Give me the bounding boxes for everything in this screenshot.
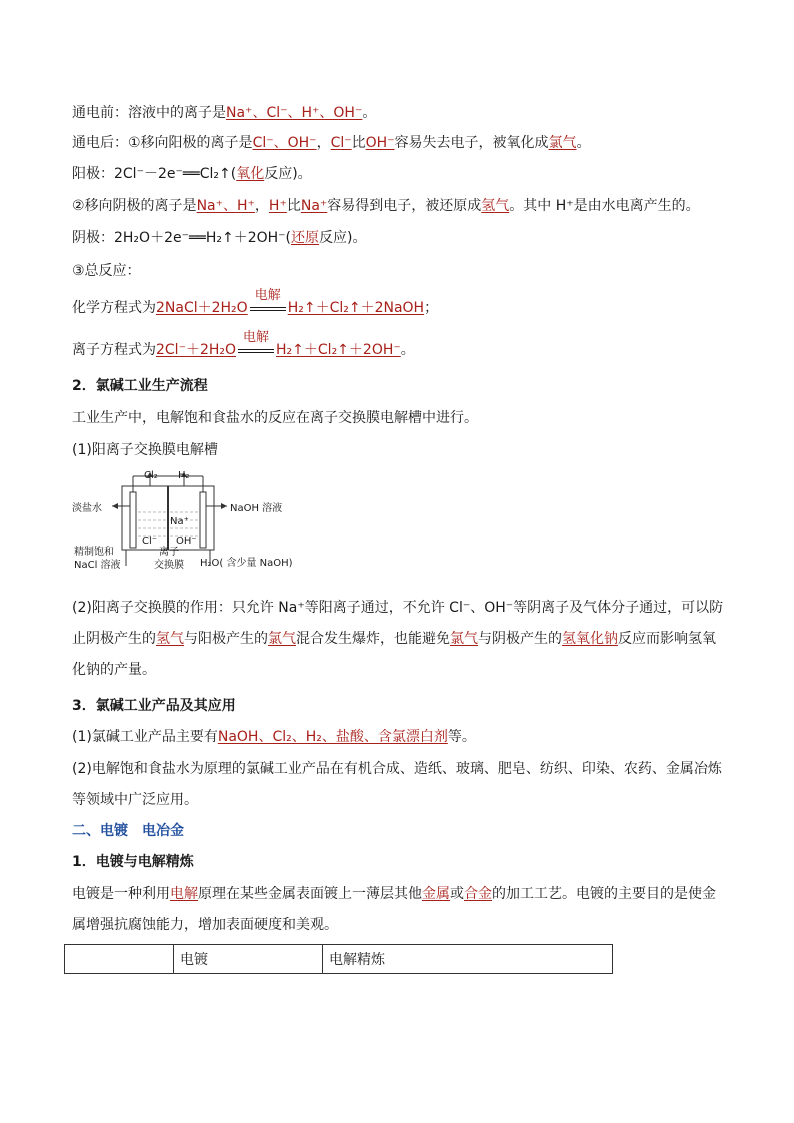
line-anode: 阳极：2Cl⁻－2e⁻══Cl₂↑(氧化反应)。 [72,166,312,182]
comparison-table [64,944,613,974]
h2-label: H₂ [178,470,190,481]
paragraph-products: (1)氯碱工业产品主要有NaOH、Cl₂、H₂、盐酸、含氯漂白剂等。 [72,729,476,745]
na-ion-label: Na⁺ [170,516,189,527]
paragraph-electroplating-2: 属增强抗腐蚀能力，增加表面硬度和美观。 [72,917,338,933]
paragraph-applications-1: (2)电解饱和食盐水为原理的氯碱工业产品在有机合成、造纸、玻璃、肥皂、纺织、印染、农药、金属冶炼 [72,761,722,777]
section-heading-electroplating: 二、电镀 电冶金 [72,823,184,839]
heading-chlor-alkali-process: 2．氯碱工业生产流程 [72,378,208,394]
paragraph-electroplating-1: 电镀是一种利用电解原理在某些金属表面镀上一薄层其他金属或合金的加工工艺。电镀的主要目的是使金 [72,886,716,902]
heading-electroplating-refining: 1．电镀与电解精炼 [72,854,194,870]
paragraph-membrane-role-1: (2)阳离子交换膜的作用：只允许 Na⁺等阳离子通过，不允许 Cl⁻、OH⁻等阴离子及气体分子通过，可以防 [72,600,724,616]
oh-ion-label: OH⁻ [176,536,197,547]
table-cell: 电镀 [174,945,323,974]
table-cell: 电解精炼 [323,945,613,974]
water-inlet-label: H₂O( 含少量 NaOH) [200,558,293,569]
table-row [65,945,613,974]
line-cathode-ions: ②移向阴极的离子是Na⁺、H⁺，H⁺比Na⁺容易得到电子，被还原成氢气。其中 H⁺是由水电离产生的。 [72,198,700,214]
line-after-electrolysis: 通电后：①移向阳极的离子是Cl⁻、OH⁻，Cl⁻比OH⁻容易失去电子，被氧化成氯气。 [72,135,591,151]
electrolysis-condition: 电解 [248,298,288,318]
cl2-label: Cl₂ [144,470,158,481]
naoh-solution-label: NaOH 溶液 [230,503,283,514]
paragraph-applications-2: 等领域中广泛应用。 [72,792,198,808]
line-cathode: 阴极：2H₂O＋2e⁻══H₂↑＋2OH⁻(还原反应)。 [72,230,367,246]
paragraph-membrane-role-3: 化钠的产量。 [72,662,156,678]
paragraph-cell-title: (1)阳离子交换膜电解槽 [72,442,218,458]
line-total-reaction: ③总反应： [72,263,141,279]
line-ionic-equation: 离子方程式为2Cl⁻＋2H₂O 电解 H₂↑＋Cl₂↑＋2OH⁻。 [72,330,415,358]
line-chemical-equation: 化学方程式为2NaCl＋2H₂O 电解 H₂↑＋Cl₂↑＋2NaOH； [72,288,439,316]
dilute-brine-label: 淡盐水 [72,503,102,514]
membrane-label: 离子 交换膜 [154,547,184,571]
cl-ion-label: Cl⁻ [142,536,158,547]
paragraph-industry: 工业生产中，电解饱和食盐水的反应在离子交换膜电解槽中进行。 [72,410,478,426]
paragraph-membrane-role-2: 止阴极产生的氢气与阳极产生的氯气混合发生爆炸，也能避免氯气与阴极产生的氢氧化钠反应而影响氢氧 [72,631,716,647]
line-before-electrolysis: 通电前：溶液中的离子是Na⁺、Cl⁻、H⁺、OH⁻。 [72,105,377,121]
electrolysis-condition: 电解 [236,340,276,360]
heading-products: 3．氯碱工业产品及其应用 [72,698,236,714]
feed-label: 精制饱和 NaCl 溶液 [74,547,121,571]
table-cell [65,945,174,974]
